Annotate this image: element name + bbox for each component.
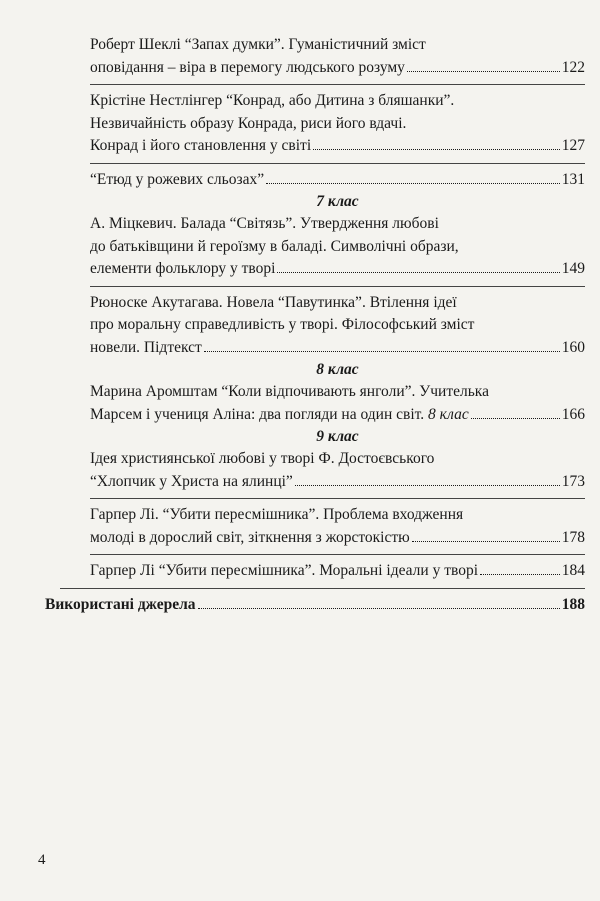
toc-entry-line: Рюноске Акутагава. Новела “Павутинка”. Втілення ідеї: [90, 293, 457, 311]
dot-leader: [471, 417, 560, 419]
sources-label: Використані джерела: [45, 595, 196, 613]
toc-entry-line: “Хлопчик у Христа на ялинці”: [90, 472, 293, 490]
toc-entry-line: Ідея християнської любові у творі Ф. Достоєвського: [90, 450, 435, 467]
dot-leader: [295, 484, 560, 486]
toc-entry-lee-2: [60, 560, 585, 583]
toc-entry-line: Гарпер Лі. “Убити пересмішника”. Проблема входження: [90, 506, 464, 523]
toc-entry-sheckley: [60, 34, 585, 79]
table-of-contents: [45, 34, 585, 616]
dot-leader: [407, 70, 560, 72]
section-heading-grade-8: 8 клас: [316, 361, 359, 378]
page-ref: 131: [561, 170, 585, 188]
toc-entry-nostlinger: [60, 90, 585, 158]
section-heading-grade-9: 9 клас: [316, 428, 359, 445]
dot-leader: [412, 540, 560, 542]
dot-leader: [313, 148, 560, 150]
page-ref: 178: [561, 528, 585, 546]
toc-entry-line: молоді в дорослий світ, зіткнення з жорстокістю: [90, 528, 410, 546]
toc-entry-sources: [45, 594, 585, 617]
toc-entry-mickiewicz: [60, 213, 585, 281]
toc-entry-line: Крістіне Нестлінгер “Конрад, або Дитина з бляшанки”.: [90, 92, 455, 109]
dot-leader: [277, 271, 559, 273]
divider: [90, 84, 585, 85]
dot-leader: [266, 182, 560, 184]
toc-entry-line: до батьківщини й героїзму в баладі. Символічні образи,: [90, 237, 459, 255]
dot-leader: [198, 607, 560, 609]
page-ref: 160: [561, 338, 585, 356]
toc-entry-akutagawa: [60, 292, 585, 360]
divider: [90, 286, 585, 287]
toc-entry-line: Марина Аромштам “Коли відпочивають янголи”. Учителька: [90, 383, 489, 400]
divider: [90, 554, 585, 555]
toc-entry-aromshtam: [60, 381, 585, 426]
page-ref: 184: [561, 562, 585, 579]
page-ref: 188: [561, 595, 585, 613]
toc-entry-line: А. Міцкевич. Балада “Світязь”. Утвердження любові: [90, 215, 439, 232]
page-ref: 173: [561, 472, 585, 490]
dot-leader: [204, 350, 560, 352]
toc-entry-line: “Етюд у рожевих сльозах”: [90, 170, 265, 188]
toc-entry-line: елементи фольклору у творі: [90, 260, 276, 277]
section-heading-grade-7: 7 клас: [316, 193, 359, 210]
divider: [60, 588, 585, 589]
grade-note: 8 клас: [424, 405, 469, 423]
page-ref: 149: [561, 260, 585, 277]
toc-entry-dostoevsky: [60, 448, 585, 493]
toc-entry-lee-1: [60, 504, 585, 549]
toc-entry-line: Марсем і учениця Аліна: два погляди на один світ.: [90, 405, 425, 423]
toc-entry-line: Незвичайність образу Конрада, риси його вдачі.: [90, 114, 407, 132]
toc-entry-line: Конрад і його становлення у світі: [90, 137, 312, 154]
toc-entry-etude: [60, 169, 585, 192]
page-number: 4: [38, 852, 46, 868]
divider: [90, 163, 585, 164]
page-ref: 127: [561, 137, 585, 154]
toc-entry-line: Роберт Шеклі “Запах думки”. Гуманістичний зміст: [90, 36, 426, 53]
toc-entry-line: оповідання – віра в перемогу людського розуму: [90, 58, 405, 76]
page-ref: 122: [561, 58, 585, 76]
divider: [90, 498, 585, 499]
toc-entry-line: Гарпер Лі “Убити пересмішника”. Моральні ідеали у творі: [90, 562, 479, 579]
page-ref: 166: [561, 405, 585, 423]
dot-leader: [480, 573, 560, 575]
toc-entry-line: новели. Підтекст: [90, 338, 202, 356]
toc-entry-line: про моральну справедливість у творі. Філософський зміст: [90, 316, 475, 333]
